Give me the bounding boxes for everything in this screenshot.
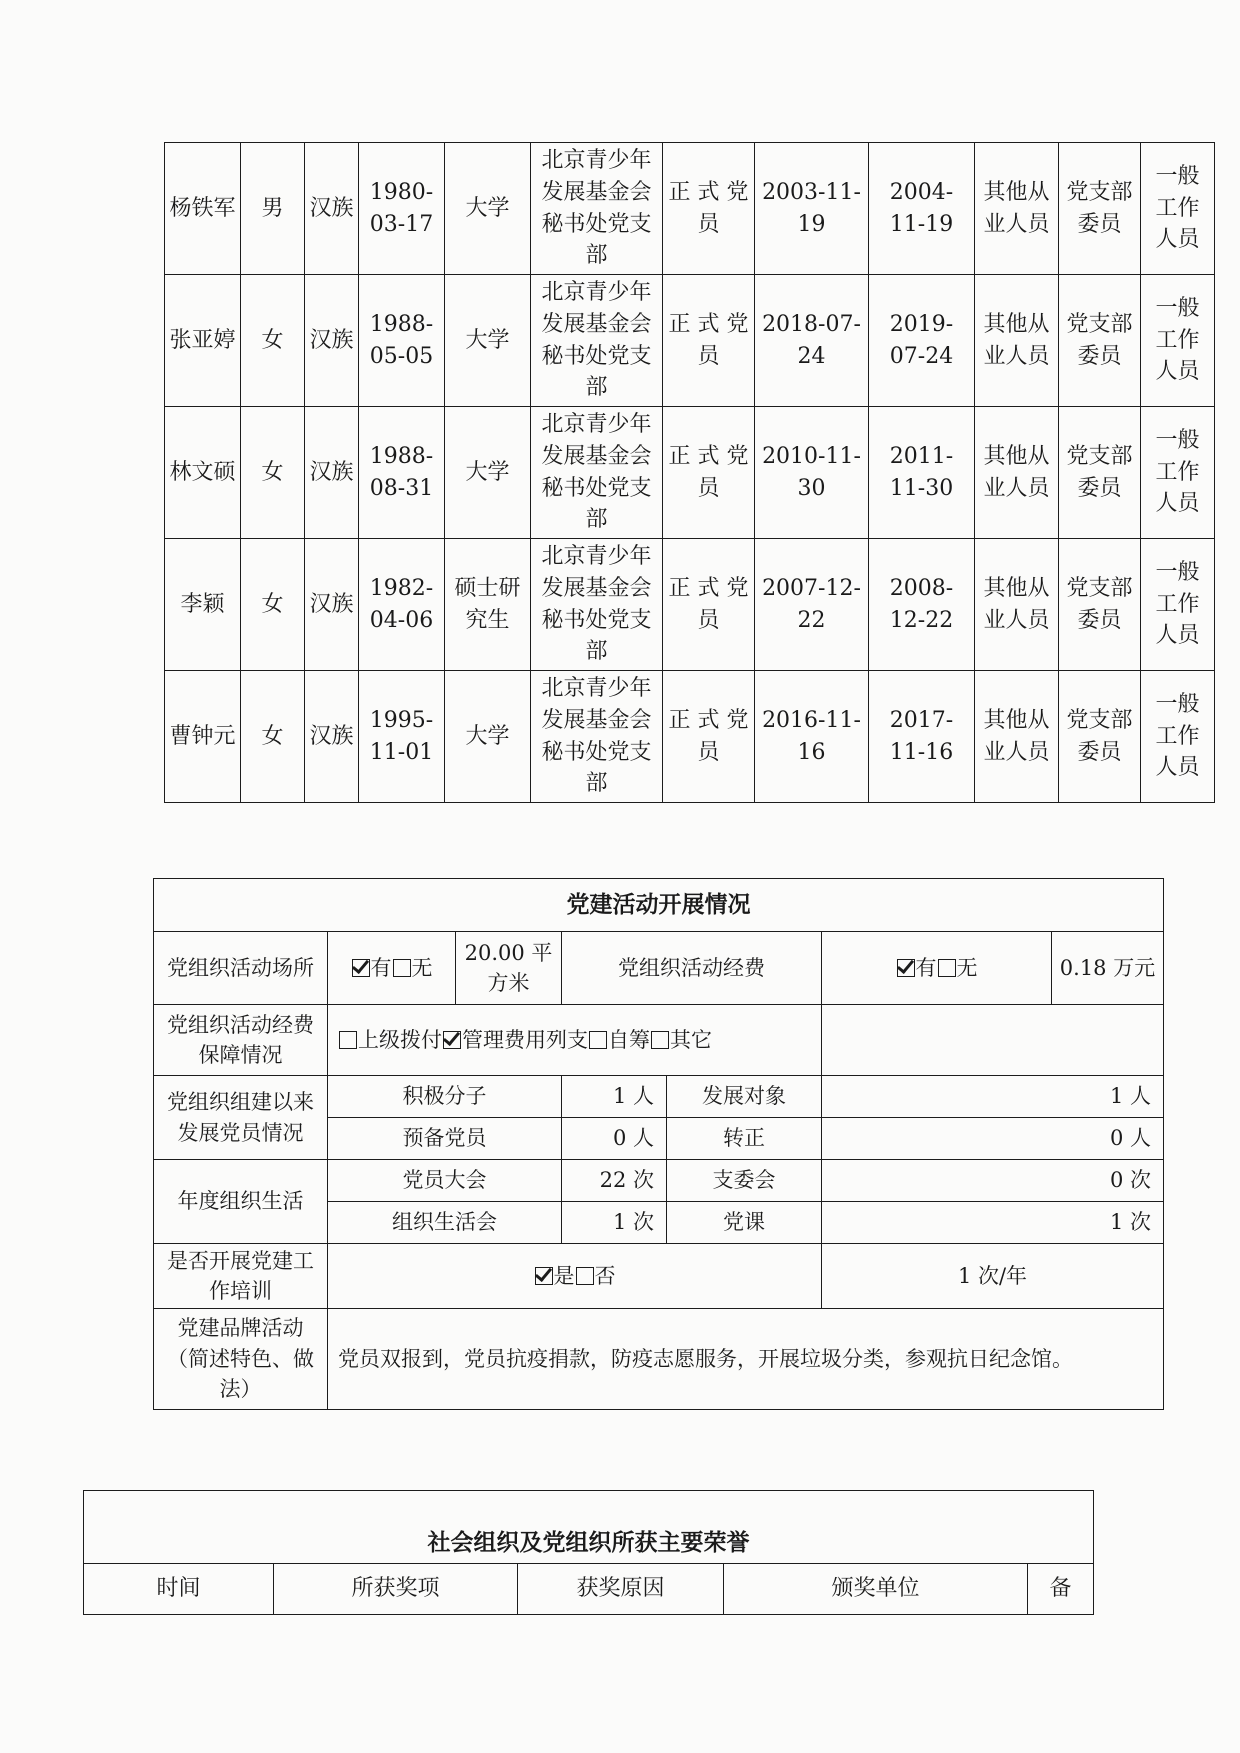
member-job: 一般工作人员 bbox=[1141, 275, 1215, 407]
member-ethnicity: 汉族 bbox=[305, 407, 359, 539]
funds-yes-checkbox[interactable] bbox=[897, 959, 915, 977]
member-education: 大学 bbox=[445, 671, 531, 803]
member-education: 硕士研究生 bbox=[445, 539, 531, 671]
member-status: 正 式 党员 bbox=[663, 539, 755, 671]
member-ethnicity: 汉族 bbox=[305, 671, 359, 803]
member-party-role: 党支部委员 bbox=[1059, 407, 1141, 539]
member-gender: 女 bbox=[241, 539, 305, 671]
activists-count: 1 人 bbox=[562, 1076, 667, 1118]
venue-label: 党组织活动场所 bbox=[154, 932, 328, 1005]
venue-yes-checkbox[interactable] bbox=[352, 959, 370, 977]
probationary-count: 0 人 bbox=[562, 1118, 667, 1160]
confirmed-count: 0 人 bbox=[822, 1118, 1164, 1160]
member-join-date: 2003-11-19 bbox=[755, 143, 869, 275]
member-birth-date: 1982-04-06 bbox=[359, 539, 445, 671]
training-no-label: 否 bbox=[594, 1263, 616, 1288]
member-gender: 女 bbox=[241, 407, 305, 539]
member-gender: 女 bbox=[241, 275, 305, 407]
member-row bbox=[165, 275, 1215, 407]
member-party-role: 党支部委员 bbox=[1059, 143, 1141, 275]
brand-activity-label: 党建品牌活动（简述特色、做法） bbox=[154, 1309, 328, 1410]
funds-source-label: 党组织活动经费保障情况 bbox=[154, 1005, 328, 1076]
member-name: 张亚婷 bbox=[165, 275, 241, 407]
funds-no-label: 无 bbox=[956, 955, 978, 980]
honors-header-issuer: 颁奖单位 bbox=[724, 1564, 1028, 1615]
funds-source-options bbox=[328, 1005, 822, 1076]
member-occupation: 其他从业人员 bbox=[975, 407, 1059, 539]
member-occupation: 其他从业人员 bbox=[975, 671, 1059, 803]
member-confirm-date: 2017-11-16 bbox=[869, 671, 975, 803]
funds-source-option-label: 其它 bbox=[670, 1027, 712, 1052]
funds-source-option-label: 自筹 bbox=[608, 1027, 650, 1052]
venue-yes-label: 有 bbox=[370, 955, 392, 980]
life-meeting-count: 1 次 bbox=[562, 1202, 667, 1244]
party-activity-table bbox=[153, 878, 1164, 1410]
brand-activity-text: 党员双报到，党员抗疫捐款，防疫志愿服务，开展垃圾分类，参观抗日纪念馆。 bbox=[328, 1309, 1164, 1410]
funds-source-blank bbox=[822, 1005, 1164, 1076]
member-ethnicity: 汉族 bbox=[305, 275, 359, 407]
honors-header-reason: 获奖原因 bbox=[518, 1564, 724, 1615]
member-row bbox=[165, 407, 1215, 539]
venue-no-checkbox[interactable] bbox=[393, 959, 411, 977]
funds-amount: 0.18 万元 bbox=[1052, 932, 1164, 1005]
targets-label: 发展对象 bbox=[667, 1076, 822, 1118]
member-name: 曹钟元 bbox=[165, 671, 241, 803]
training-label: 是否开展党建工作培训 bbox=[154, 1244, 328, 1309]
member-confirm-date: 2019-07-24 bbox=[869, 275, 975, 407]
committee-count: 0 次 bbox=[822, 1160, 1164, 1202]
general-meeting-count: 22 次 bbox=[562, 1160, 667, 1202]
funds-source-checkbox[interactable] bbox=[339, 1031, 357, 1049]
member-name: 杨铁军 bbox=[165, 143, 241, 275]
member-party-role: 党支部委员 bbox=[1059, 671, 1141, 803]
member-job: 一般工作人员 bbox=[1141, 671, 1215, 803]
funds-source-checkbox[interactable] bbox=[443, 1031, 461, 1049]
member-gender: 男 bbox=[241, 143, 305, 275]
section-title: 党建活动开展情况 bbox=[154, 879, 1164, 932]
member-join-date: 2010-11-30 bbox=[755, 407, 869, 539]
member-name: 李颖 bbox=[165, 539, 241, 671]
member-education: 大学 bbox=[445, 143, 531, 275]
member-join-date: 2016-11-16 bbox=[755, 671, 869, 803]
member-job: 一般工作人员 bbox=[1141, 143, 1215, 275]
member-status: 正 式 党员 bbox=[663, 671, 755, 803]
life-meeting-label: 组织生活会 bbox=[328, 1202, 562, 1244]
member-branch: 北京青少年发展基金会秘书处党支部 bbox=[531, 407, 663, 539]
member-birth-date: 1988-05-05 bbox=[359, 275, 445, 407]
member-status: 正 式 党员 bbox=[663, 407, 755, 539]
member-education: 大学 bbox=[445, 275, 531, 407]
member-confirm-date: 2011-11-30 bbox=[869, 407, 975, 539]
member-name: 林文硕 bbox=[165, 407, 241, 539]
member-job: 一般工作人员 bbox=[1141, 539, 1215, 671]
member-row bbox=[165, 539, 1215, 671]
funds-source-option-label: 管理费用列支 bbox=[462, 1027, 588, 1052]
member-ethnicity: 汉族 bbox=[305, 539, 359, 671]
member-birth-date: 1988-08-31 bbox=[359, 407, 445, 539]
member-status: 正 式 党员 bbox=[663, 275, 755, 407]
honors-header-time: 时间 bbox=[84, 1564, 274, 1615]
general-meeting-label: 党员大会 bbox=[328, 1160, 562, 1202]
member-party-role: 党支部委员 bbox=[1059, 539, 1141, 671]
member-job: 一般工作人员 bbox=[1141, 407, 1215, 539]
member-occupation: 其他从业人员 bbox=[975, 143, 1059, 275]
member-branch: 北京青少年发展基金会秘书处党支部 bbox=[531, 671, 663, 803]
venue-area: 20.00 平方米 bbox=[456, 932, 562, 1005]
training-no-checkbox[interactable] bbox=[576, 1267, 594, 1285]
member-branch: 北京青少年发展基金会秘书处党支部 bbox=[531, 539, 663, 671]
probationary-label: 预备党员 bbox=[328, 1118, 562, 1160]
funds-source-checkbox[interactable] bbox=[589, 1031, 607, 1049]
training-yes-checkbox[interactable] bbox=[535, 1267, 553, 1285]
funds-label: 党组织活动经费 bbox=[562, 932, 822, 1005]
development-label: 党组织组建以来发展党员情况 bbox=[154, 1076, 328, 1160]
honors-title: 社会组织及党组织所获主要荣誉 bbox=[84, 1491, 1094, 1564]
lecture-count: 1 次 bbox=[822, 1202, 1164, 1244]
member-row bbox=[165, 671, 1215, 803]
member-join-date: 2018-07-24 bbox=[755, 275, 869, 407]
funds-no-checkbox[interactable] bbox=[938, 959, 956, 977]
member-ethnicity: 汉族 bbox=[305, 143, 359, 275]
member-confirm-date: 2004-11-19 bbox=[869, 143, 975, 275]
funds-source-checkbox[interactable] bbox=[651, 1031, 669, 1049]
lecture-label: 党课 bbox=[667, 1202, 822, 1244]
member-party-role: 党支部委员 bbox=[1059, 275, 1141, 407]
targets-count: 1 人 bbox=[822, 1076, 1164, 1118]
member-education: 大学 bbox=[445, 407, 531, 539]
funds-yes-label: 有 bbox=[915, 955, 937, 980]
honors-table bbox=[83, 1490, 1094, 1615]
venue-checkbox-group bbox=[328, 932, 456, 1005]
training-yes-label: 是 bbox=[553, 1263, 575, 1288]
funds-checkbox-group bbox=[822, 932, 1052, 1005]
honors-header-remark: 备 bbox=[1028, 1564, 1094, 1615]
confirmed-label: 转正 bbox=[667, 1118, 822, 1160]
member-branch: 北京青少年发展基金会秘书处党支部 bbox=[531, 143, 663, 275]
member-join-date: 2007-12-22 bbox=[755, 539, 869, 671]
member-birth-date: 1980-03-17 bbox=[359, 143, 445, 275]
member-status: 正 式 党员 bbox=[663, 143, 755, 275]
training-checkbox-group bbox=[328, 1244, 822, 1309]
member-confirm-date: 2008-12-22 bbox=[869, 539, 975, 671]
honors-header-award: 所获奖项 bbox=[274, 1564, 518, 1615]
funds-source-option-label: 上级拨付 bbox=[358, 1027, 442, 1052]
org-life-label: 年度组织生活 bbox=[154, 1160, 328, 1244]
party-member-table bbox=[164, 142, 1215, 803]
member-birth-date: 1995-11-01 bbox=[359, 671, 445, 803]
activists-label: 积极分子 bbox=[328, 1076, 562, 1118]
member-gender: 女 bbox=[241, 671, 305, 803]
member-row bbox=[165, 143, 1215, 275]
venue-no-label: 无 bbox=[411, 955, 433, 980]
training-frequency: 1 次/年 bbox=[822, 1244, 1164, 1309]
member-occupation: 其他从业人员 bbox=[975, 275, 1059, 407]
committee-label: 支委会 bbox=[667, 1160, 822, 1202]
member-occupation: 其他从业人员 bbox=[975, 539, 1059, 671]
member-branch: 北京青少年发展基金会秘书处党支部 bbox=[531, 275, 663, 407]
